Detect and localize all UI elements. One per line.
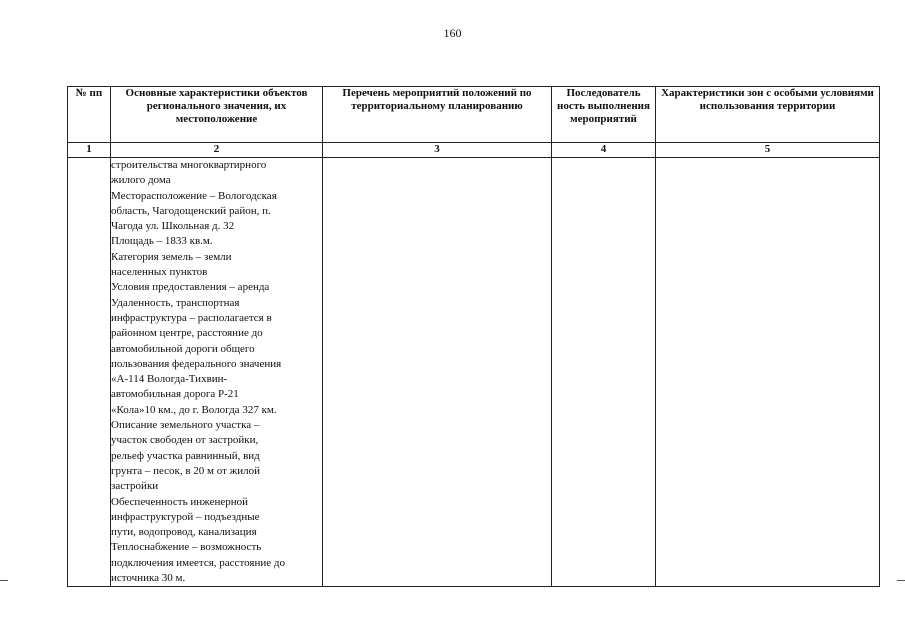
left-margin-mark	[0, 580, 8, 581]
table-row	[68, 158, 880, 587]
object-description-cell	[111, 158, 323, 587]
description-line: «А-114 Вологда-Тихвин-	[111, 373, 228, 386]
column-number-1: 1	[68, 143, 111, 158]
column-number-2: 2	[111, 143, 323, 158]
right-margin-mark	[897, 580, 905, 581]
column-number-row	[68, 143, 880, 158]
description-line: пути, водопровод, канализация	[111, 526, 257, 539]
column-number-3: 3	[323, 143, 552, 158]
description-line: Обеспеченность инженерной	[111, 495, 249, 508]
column-number-4: 4	[552, 143, 656, 158]
description-line: подключения имеется, расстояние до	[111, 556, 285, 569]
description-line: застройки	[111, 480, 159, 493]
description-line: жилого дома	[111, 174, 171, 187]
description-line: участок свободен от застройки,	[111, 434, 259, 447]
page-number: 160	[443, 26, 462, 40]
description-line: Площадь – 1833 кв.м.	[111, 235, 213, 248]
description-line: Месторасположение – Вологодская	[111, 189, 277, 202]
header-row	[68, 87, 880, 143]
header-sequence: Последователь ность выполнения мероприятий	[552, 87, 656, 143]
description-line: инфраструктура – располагается в	[111, 311, 272, 324]
measures-cell	[323, 158, 552, 587]
description-line: автомобильная дорога Р-21	[111, 388, 239, 401]
planning-table	[67, 86, 880, 587]
description-line: область, Чагодощенский район, п.	[111, 204, 271, 217]
description-line: районном центре, расстояние до	[111, 327, 263, 340]
description-line: автомобильной дороги общего	[111, 342, 255, 355]
description-line: «Кола»10 км., до г. Вологда 327 км.	[111, 403, 277, 416]
special-zones-cell	[656, 158, 880, 587]
header-measures-list: Перечень мероприятий положений по территориальному планированию	[323, 87, 552, 143]
description-line: Категория земель – земли	[111, 250, 232, 263]
description-line: Чагода ул. Школьная д. 32	[111, 220, 235, 233]
object-description-text	[62, 158, 322, 586]
header-main-characteristics: Основные характеристики объектов регионального значения, их местоположение	[111, 87, 323, 143]
description-line: Теплоснабжение – возможность	[111, 541, 262, 554]
sequence-cell	[552, 158, 656, 587]
description-line: строительства многоквартирного	[111, 159, 267, 171]
description-line: пользования федерального значения	[111, 357, 282, 370]
description-line: Удаленность, транспортная	[111, 296, 240, 309]
description-line: инфраструктурой – подъездные	[111, 510, 260, 523]
description-line: Описание земельного участка –	[111, 419, 260, 432]
header-special-zones: Характеристики зон с особыми условиями использования территории	[656, 87, 880, 143]
header-number: № пп	[68, 87, 111, 143]
description-line: грунта – песок, в 20 м от жилой	[111, 464, 261, 477]
description-line: рельеф участка равнинный, вид	[111, 449, 260, 462]
description-line: населенных пунктов	[111, 266, 208, 279]
description-line: Условия предоставления – аренда	[111, 281, 270, 294]
description-line: источника 30 м.	[111, 572, 186, 585]
column-number-5: 5	[656, 143, 880, 158]
